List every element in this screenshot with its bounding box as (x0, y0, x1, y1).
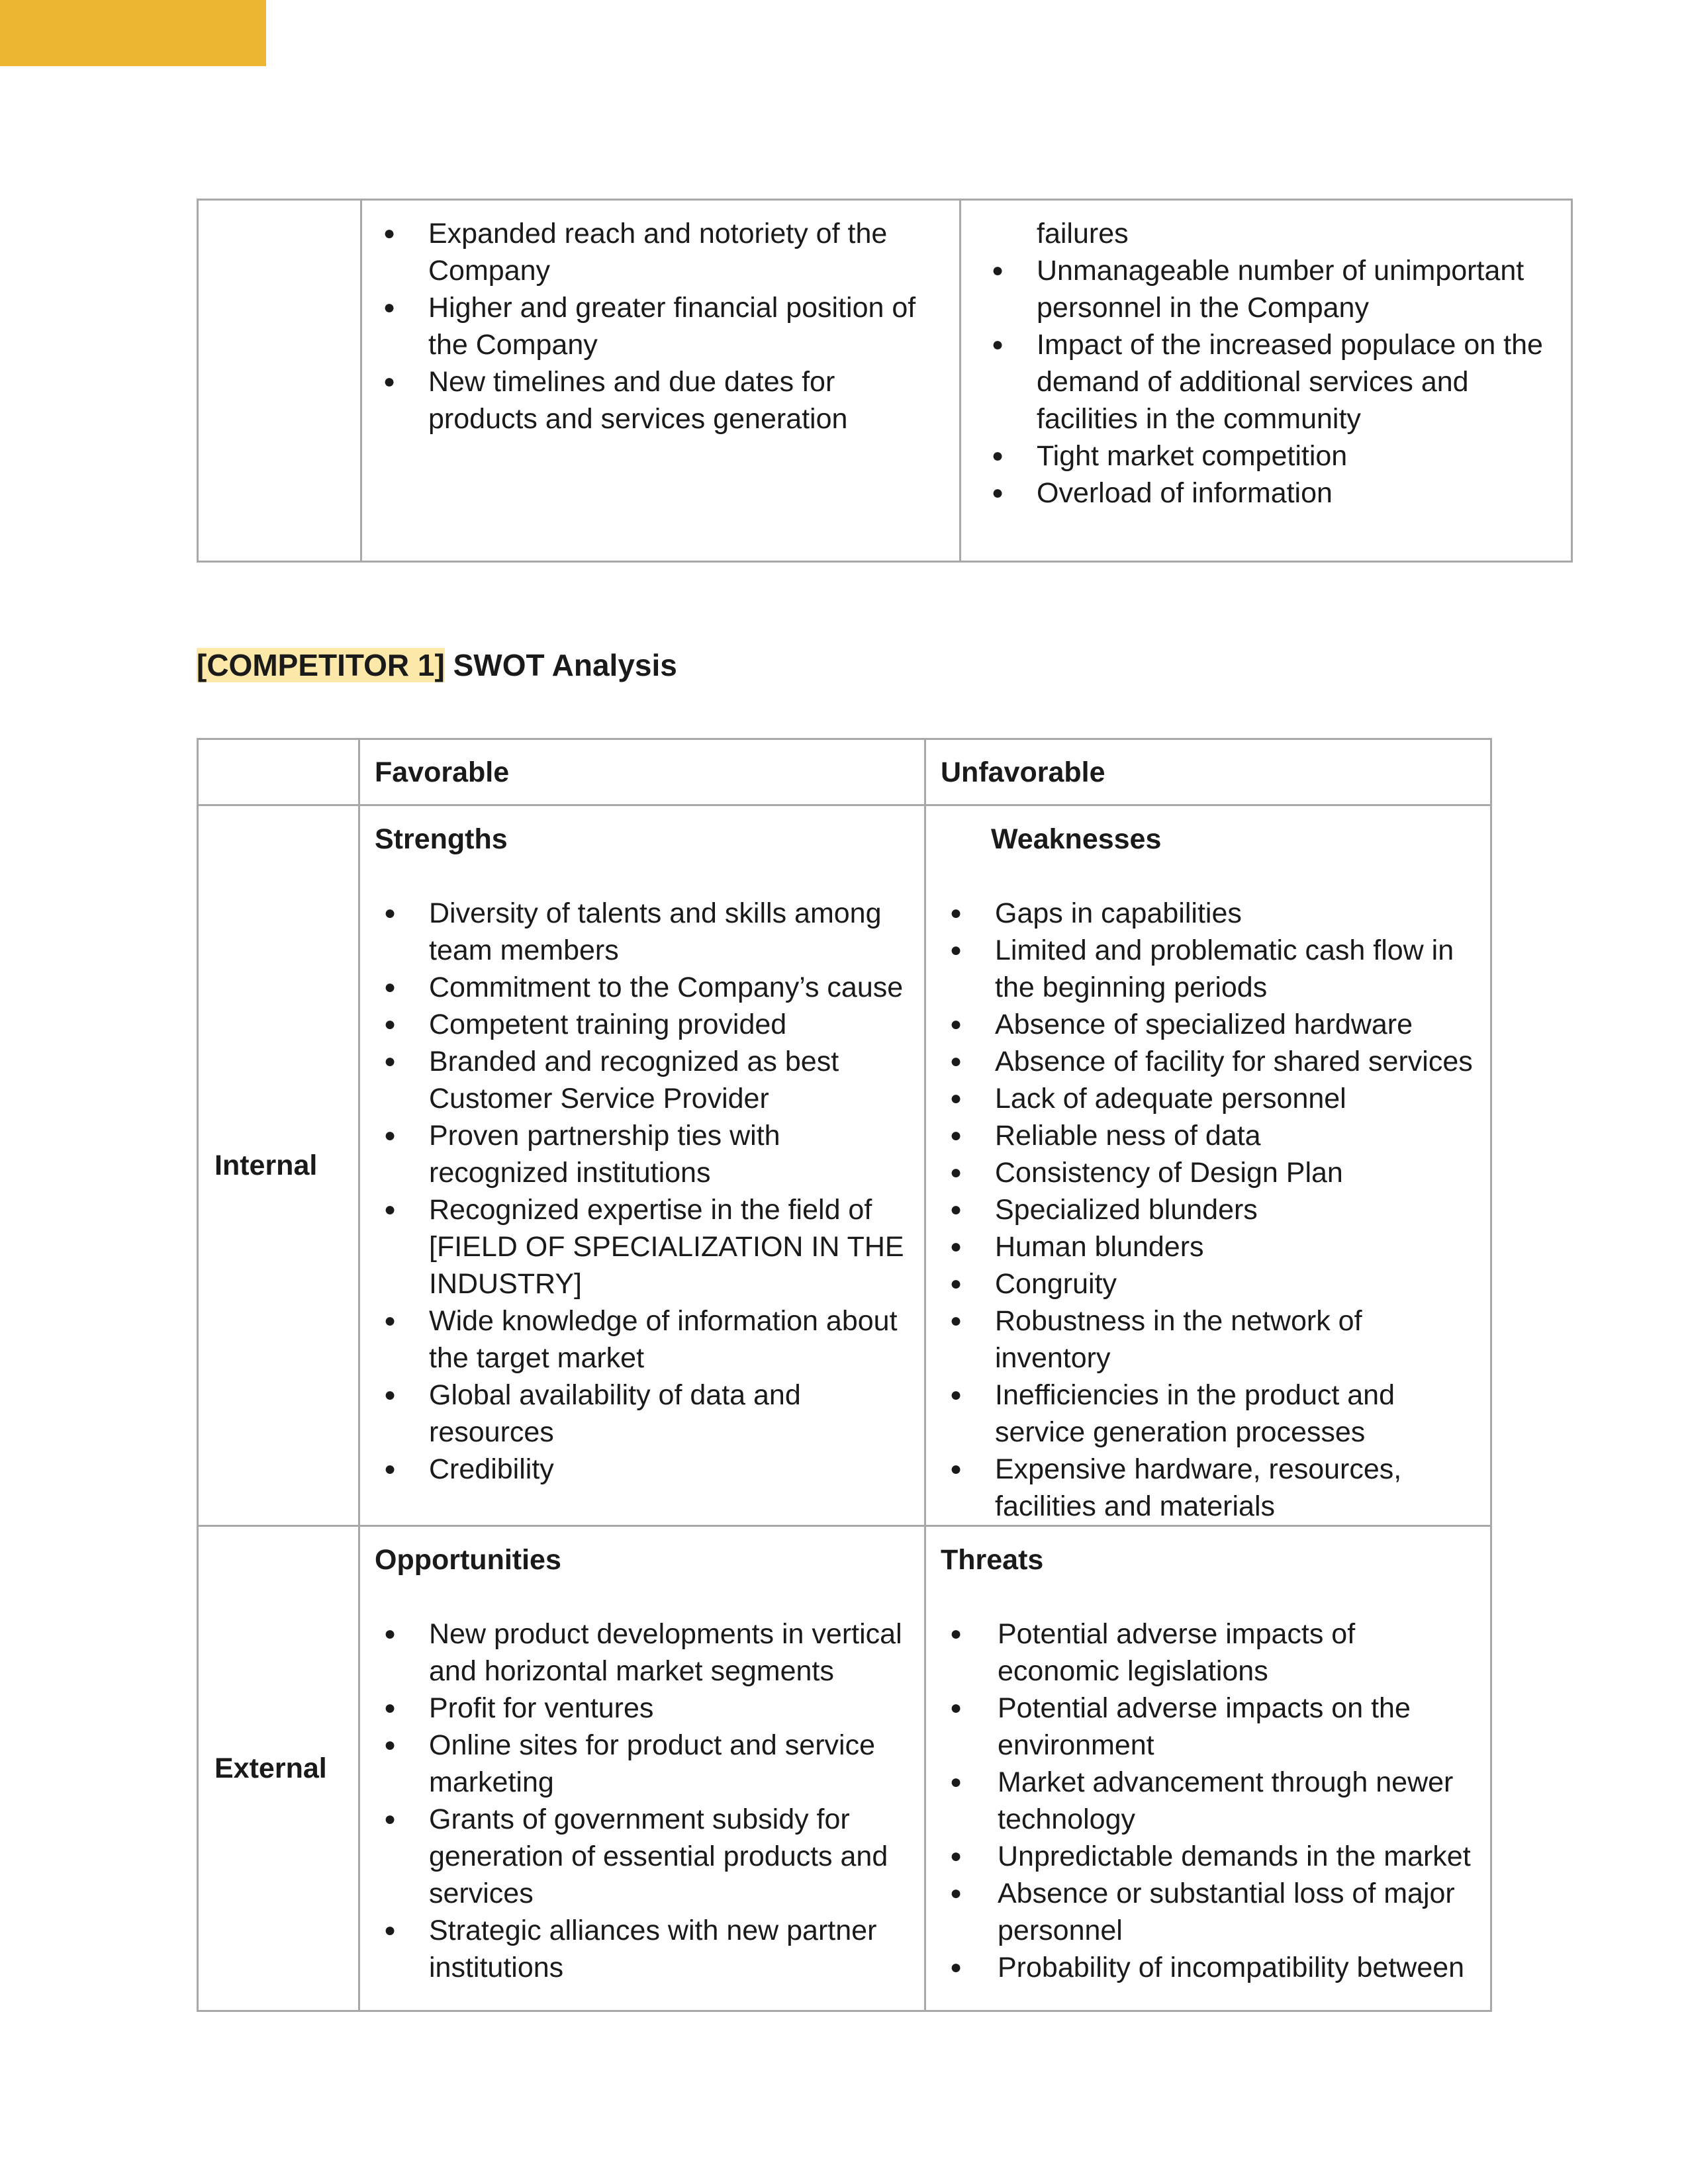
empty-label-cell (198, 200, 361, 562)
list-item: ● Lack of adequate personnel (950, 1080, 1478, 1117)
list-item: ● Market advancement through newer technology (950, 1764, 1478, 1838)
continued-swot-table (197, 199, 1573, 563)
list-item: ● Online sites for product and service marketing (384, 1727, 912, 1801)
table-row-external (198, 1526, 1491, 2011)
list-item: ● New timelines and due dates for products and services generation (383, 363, 946, 437)
list-item: ● Unmanageable number of unimportant personnel in the Company (992, 252, 1558, 326)
list-item: ● Competent training provided (384, 1006, 912, 1043)
list-item: ● Strategic alliances with new partner institutions (384, 1912, 912, 1986)
weaknesses-title: Weaknesses (991, 823, 1162, 855)
list-item: ● Commitment to the Company’s cause (384, 969, 912, 1006)
list-item: ● Consistency of Design Plan (950, 1154, 1478, 1191)
list-item: ● Gaps in capabilities (950, 895, 1478, 932)
list-item: ● Absence or substantial loss of major personnel (950, 1875, 1478, 1949)
list-item: ● Inefficiencies in the product and service generation processes (950, 1377, 1478, 1451)
header-unfavorable: Unfavorable (925, 739, 1491, 805)
list-item: ● Recognized expertise in the field of [FIELD OF SPECIALIZATION IN THE INDUSTRY] (384, 1191, 912, 1302)
table-row-internal (198, 805, 1491, 1526)
list-item: ● Proven partnership ties with recognized institutions (384, 1117, 912, 1191)
threats-list (941, 1615, 1478, 1986)
threats-title: Threats (941, 1544, 1044, 1576)
table-row (198, 200, 1572, 562)
opportunities-cell (361, 200, 961, 562)
threats-cell (925, 1526, 1491, 2011)
bullet-list (992, 252, 1558, 512)
list-item: ● Human blunders (950, 1228, 1478, 1265)
list-item: ● Limited and problematic cash flow in the beginning periods (950, 932, 1478, 1006)
list-item: ● Congruity (950, 1265, 1478, 1302)
list-item: ● Grants of government subsidy for generation of essential products and services (384, 1801, 912, 1912)
header-favorable: Favorable (359, 739, 925, 805)
list-item: ● Potential adverse impacts on the environment (950, 1690, 1478, 1764)
strengths-title: Strengths (375, 823, 508, 855)
list-item: ● New product developments in vertical and horizontal market segments (384, 1615, 912, 1690)
competitor-placeholder: [COMPETITOR 1] (197, 648, 445, 682)
row-label-internal: Internal (198, 805, 359, 1526)
continued-text: failures (1037, 218, 1129, 250)
list-item: ● Tight market competition (992, 437, 1558, 475)
list-item: ● Higher and greater financial position of the Company (383, 289, 946, 363)
opportunities-title: Opportunities (375, 1544, 561, 1576)
list-item: ● Unpredictable demands in the market (950, 1838, 1478, 1875)
table-header-row (198, 739, 1491, 805)
opportunities-list (375, 1615, 912, 1986)
empty-header-cell (198, 739, 359, 805)
list-item: ● Reliable ness of data (950, 1117, 1478, 1154)
list-item: ● Profit for ventures (384, 1690, 912, 1727)
list-item: ● Robustness in the network of inventory (950, 1302, 1478, 1377)
list-item: ● Impact of the increased populace on the demand of additional services and facilities in the community (992, 326, 1558, 437)
strengths-cell (359, 805, 925, 1526)
section-title: SWOT Analysis (444, 648, 677, 682)
list-item: ● Specialized blunders (950, 1191, 1478, 1228)
weaknesses-cell (925, 805, 1491, 1526)
strengths-list (375, 895, 912, 1488)
list-item: ● Global availability of data and resources (384, 1377, 912, 1451)
opportunities-cell (359, 1526, 925, 2011)
list-item: ● Expanded reach and notoriety of the Company (383, 215, 946, 289)
section-heading (197, 645, 677, 685)
corner-accent-bar (0, 0, 266, 66)
list-item: ● Wide knowledge of information about the target market (384, 1302, 912, 1377)
bullet-list (383, 215, 946, 437)
threats-cell (961, 200, 1572, 562)
list-item: ● Probability of incompatibility between (950, 1949, 1478, 1986)
swot-table (197, 738, 1492, 2012)
list-item: ● Expensive hardware, resources, facilities and materials (950, 1451, 1478, 1525)
list-item: ● Branded and recognized as best Customer Service Provider (384, 1043, 912, 1117)
list-item: ● Overload of information (992, 475, 1558, 512)
weaknesses-list (941, 895, 1478, 1525)
list-item: ● Diversity of talents and skills among team members (384, 895, 912, 969)
list-item: ● Absence of specialized hardware (950, 1006, 1478, 1043)
row-label-external: External (198, 1526, 359, 2011)
list-item: ● Potential adverse impacts of economic legislations (950, 1615, 1478, 1690)
list-item: ● Credibility (384, 1451, 912, 1488)
list-item: ● Absence of facility for shared services (950, 1043, 1478, 1080)
